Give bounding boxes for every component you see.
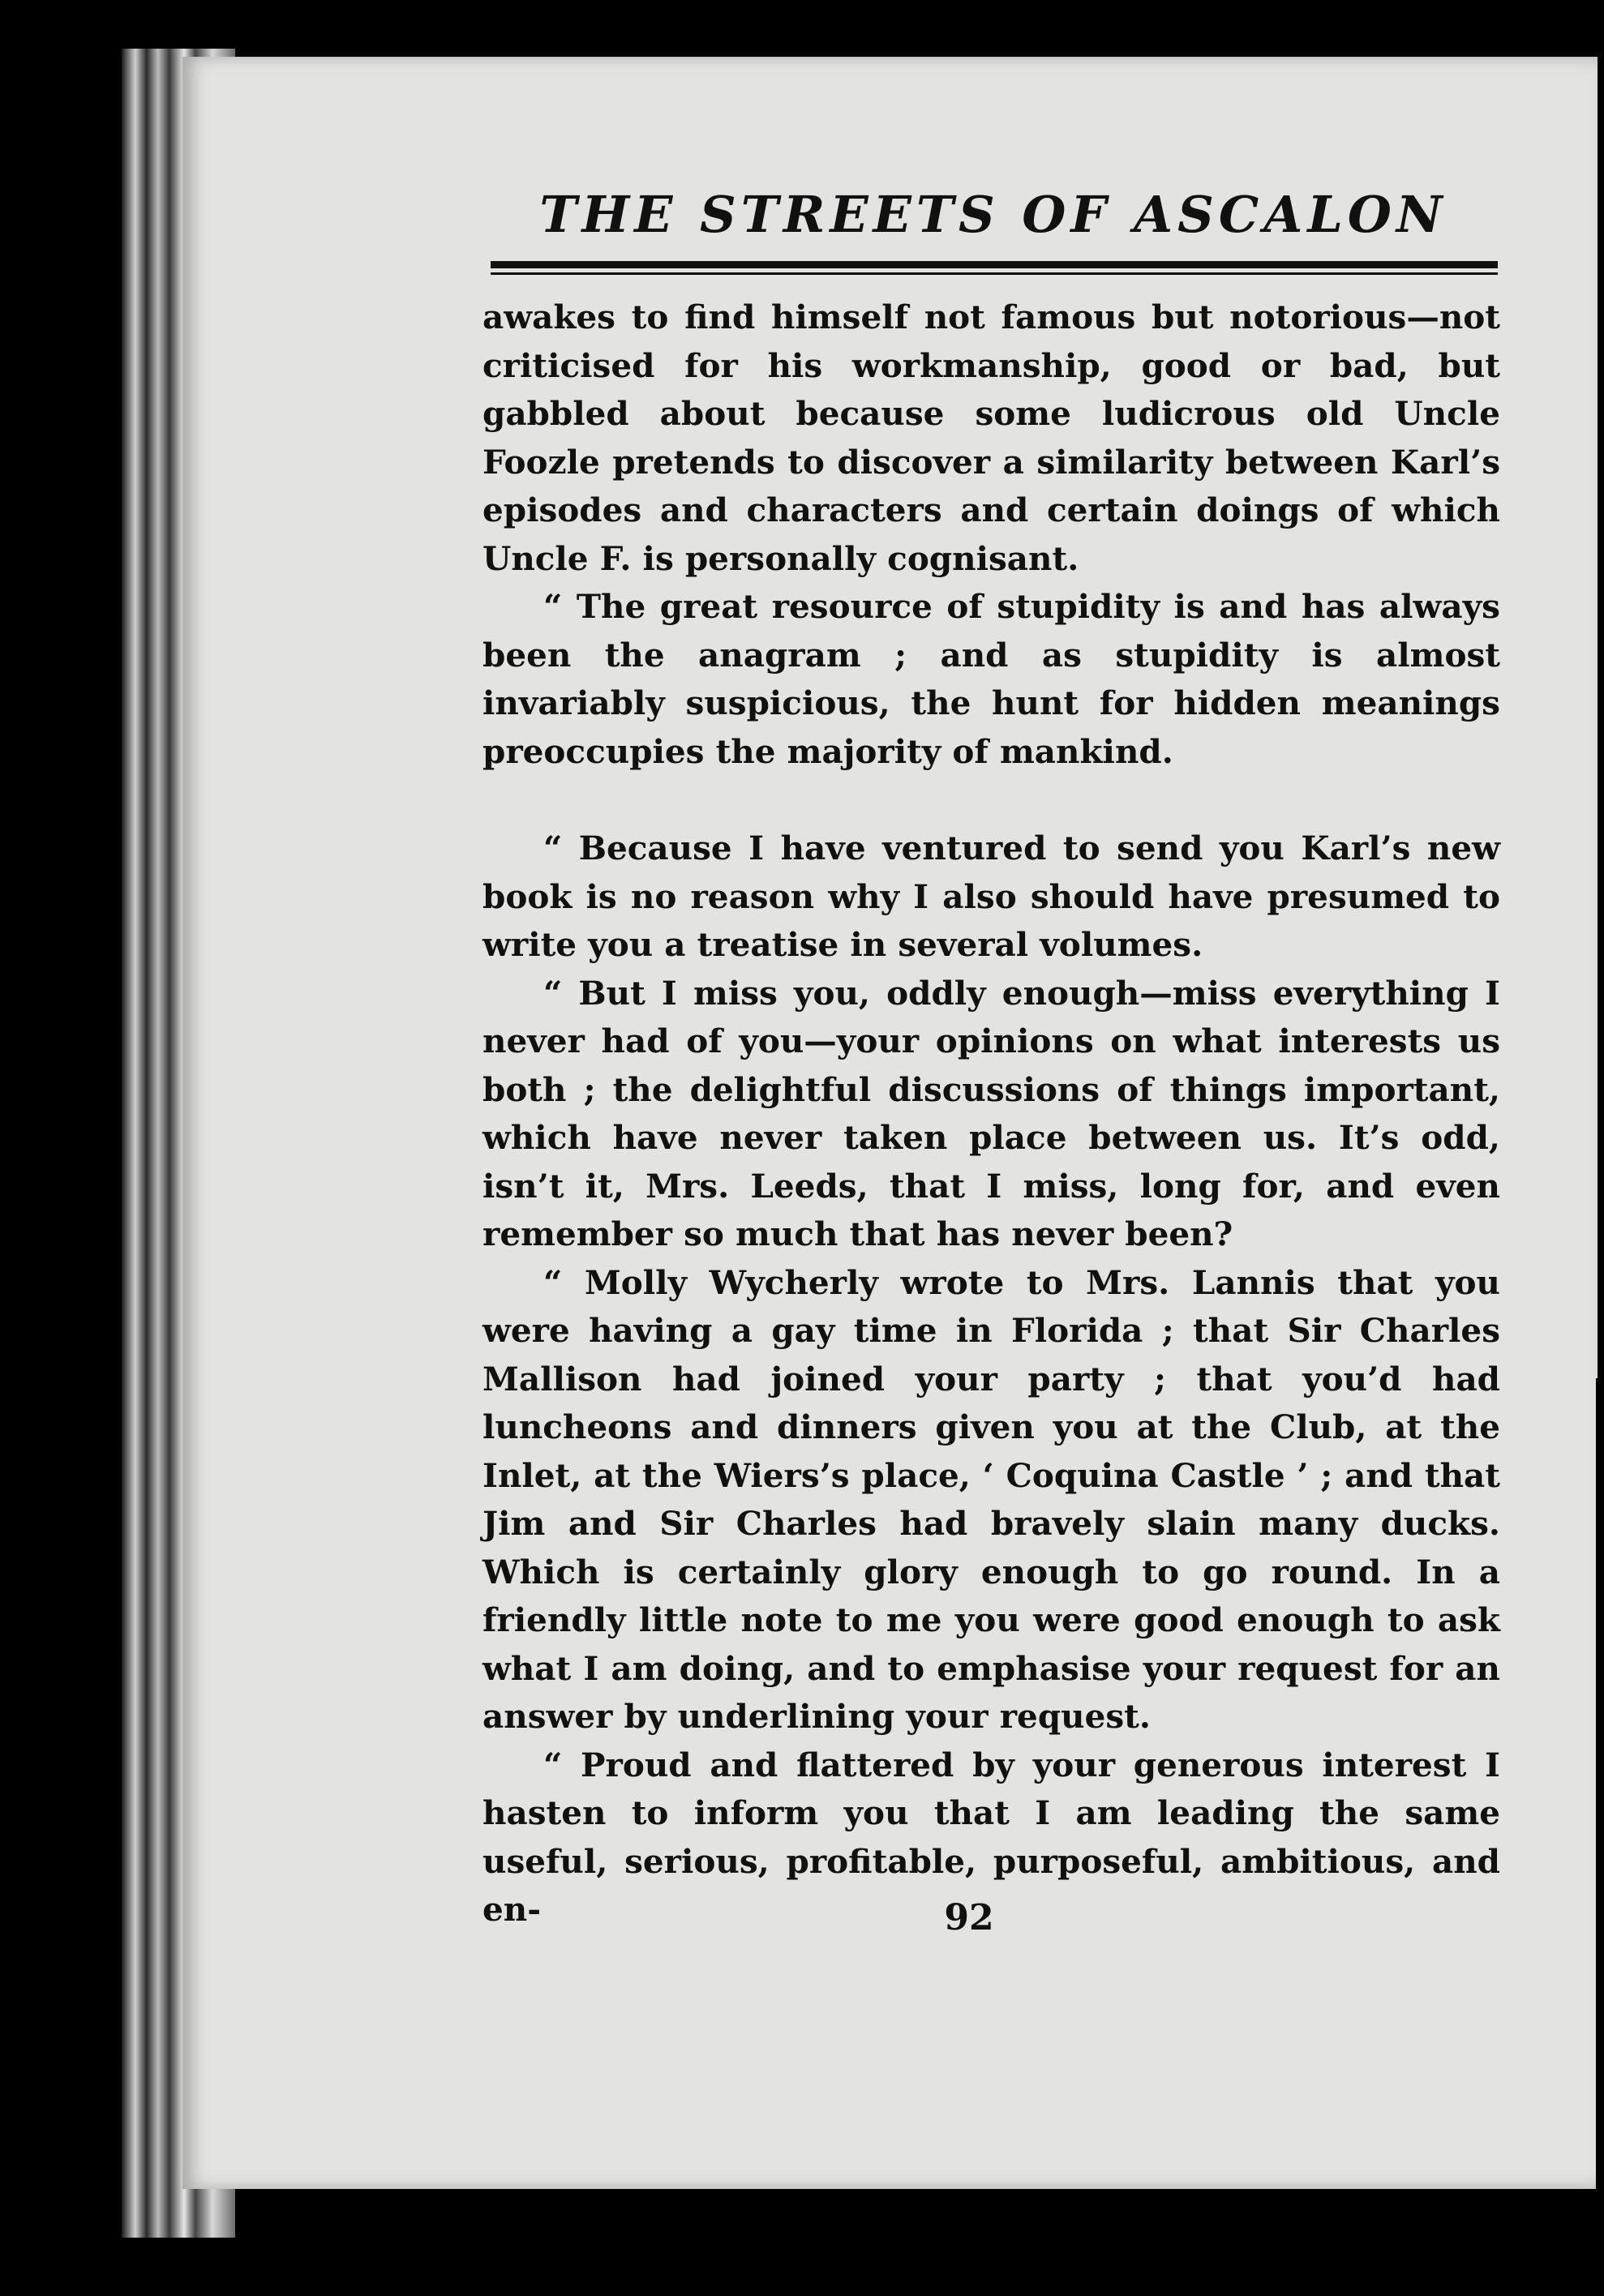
- paragraph-3: “ Because I have ventured to send you Karl’s new book is no reason why I also should have presumed to write you a treatise in several volumes.: [482, 829, 1500, 964]
- body-text: [482, 293, 1500, 1934]
- paragraph-6: “ Proud and flattered by your generous interest I hasten to inform you that I am leading the same useful, serious, profitable, purposeful, ambitious, and en-: [482, 1745, 1500, 1929]
- header-rule-thick: [491, 261, 1498, 268]
- header-rule-thin: [491, 272, 1498, 275]
- running-header: THE STREETS OF ASCALON: [539, 185, 1447, 244]
- paragraph-2: “ The great resource of stupidity is and has always been the anagram ; and as stupidity is almost invariably suspicious, the hunt for hidden meanings preoccupies the majority of mankind.: [482, 587, 1500, 771]
- paragraph-1: awakes to find himself not famous but notorious—not criticised for his workmanship, good or bad, but gabbled about because some ludicrous old Uncle Foozle pretends to discover a similarity between Karl’s episodes and characters and certain doings of which Uncle F. is personally cognisant.: [482, 298, 1500, 578]
- paragraph-4: “ But I miss you, oddly enough—miss everything I never had of you—your opinions on what interests us both ; the delightful discussions of things important, which have never taken place between us. It’s odd, isn’t it, Mrs. Leeds, that I miss, long for, and even remember so much that has never been?: [482, 973, 1500, 1253]
- section-gap: [482, 776, 1500, 825]
- page-number: 92: [944, 1897, 994, 1938]
- paragraph-5: “ Molly Wycherly wrote to Mrs. Lannis that you were having a gay time in Florida ; that Sir Charles Mallison had joined your party ; that you’d had luncheons and dinners given you at the Club, at the Inlet, at the Wiers’s place, ‘ Coquina Castle ’ ; and that Jim and Sir Charles had bravely slain many ducks. Which is certainly glory enough to go round. In a friendly little note to me you were good enough to ask what I am doing, and to emphasise your request for an answer by underlining your request.: [482, 1262, 1500, 1736]
- scan-edge: [1596, 1378, 1604, 2189]
